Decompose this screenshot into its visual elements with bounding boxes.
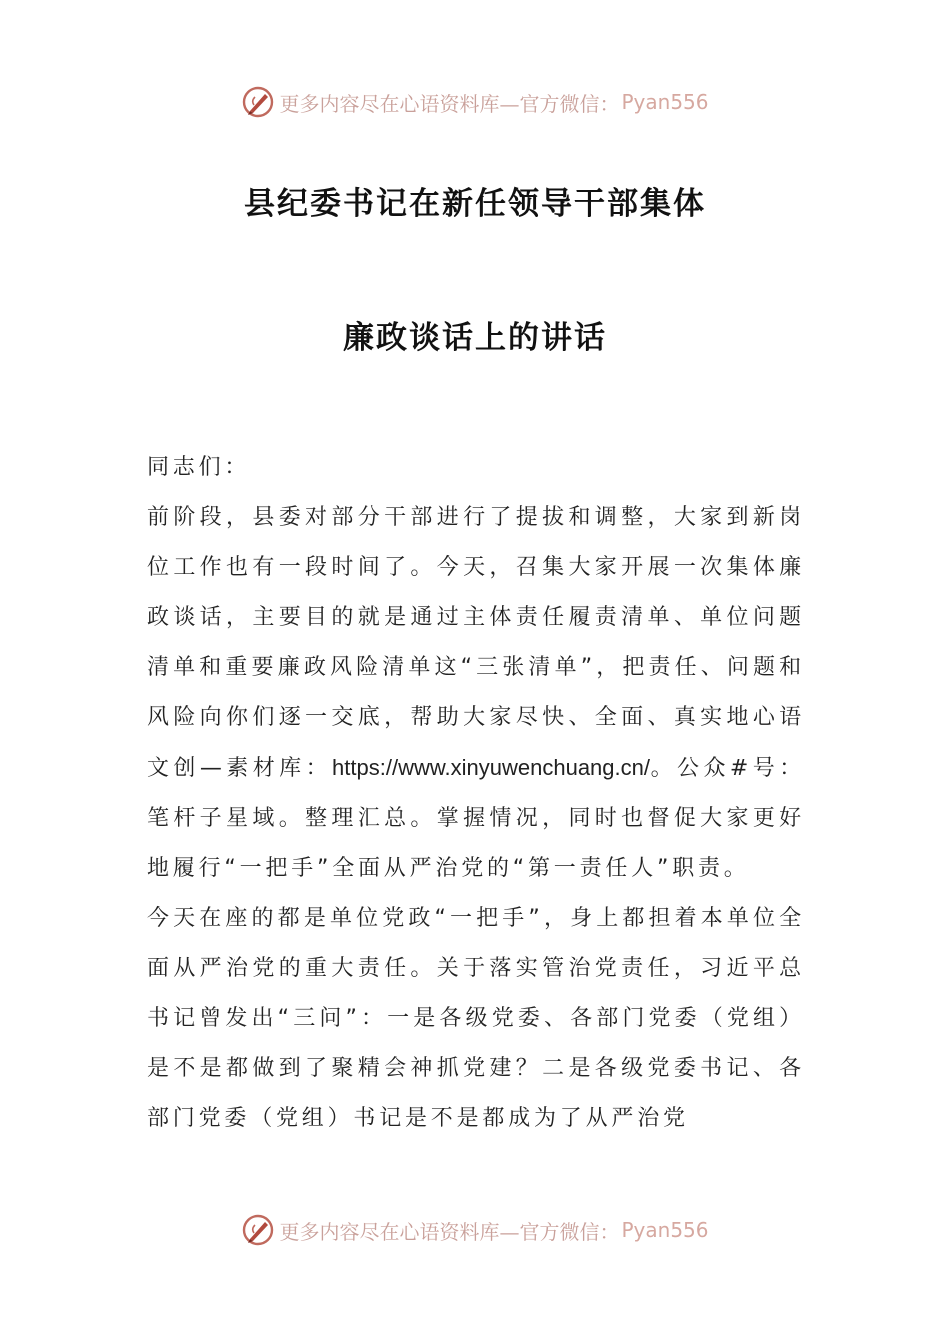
- pen-logo-icon: [241, 1213, 275, 1247]
- banner-wechat-id: Pyan556: [621, 1218, 709, 1242]
- header-watermark-banner: [0, 80, 950, 124]
- source-url-text: https://www.xinyuwenchuang.cn/: [332, 755, 650, 780]
- pen-logo-icon: [241, 85, 275, 119]
- document-title-line-1: 县纪委书记在新任领导干部集体: [244, 186, 706, 222]
- paragraph-1-text-a: 前阶段，县委对部分干部进行了提拔和调整，大家到新岗位工作也有一段时间了。今天，召集大家开展一次集体廉政谈话，主要目的就是通过主体责任履责清单、单位问题清单和重要廉政风险清单这“三张清单”，把责任、问题和风险向你们逐一交底，帮助大家尽快、全面、真实地心语文创—素材库：: [147, 505, 805, 781]
- footer-watermark-banner: [0, 1208, 950, 1252]
- banner-text: 更多内容尽在心语资料库—官方微信：: [279, 91, 620, 116]
- salutation: 同志们：: [147, 455, 251, 480]
- document-body: [147, 443, 805, 1144]
- paragraph-2: 今天在座的都是单位党政“一把手”，身上都担着本单位全面从严治党的重大责任。关于落实管治党责任，习近平总书记曾发出“三问”：一是各级党委、各部门党委（党组）是不是都做到了聚精会神抓党建？二是各级党委书记、各部门党委（党组）书记是不是都成为了从严治党: [147, 906, 805, 1131]
- document-title-line-2: 廉政谈话上的讲话: [343, 320, 607, 356]
- banner-text: 更多内容尽在心语资料库—官方微信：: [279, 1219, 620, 1244]
- banner-wechat-id: Pyan556: [621, 90, 709, 114]
- paragraph-1: [147, 493, 805, 894]
- paragraph-1-text-b: 。公众#号：笔杆子星域。整理汇总。掌握情况，同时也督促大家更好地履行“一把手”全面从严治党的“第一责任人”职责。: [147, 756, 806, 881]
